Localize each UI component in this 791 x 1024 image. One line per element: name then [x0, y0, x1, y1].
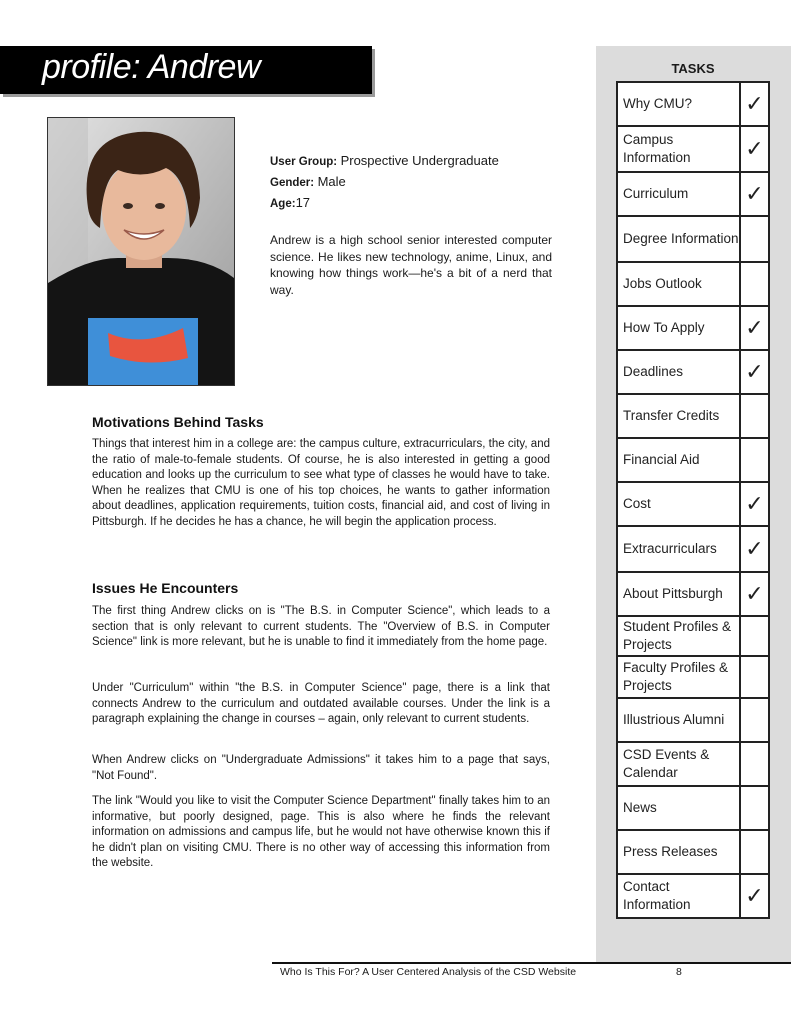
- task-name: About Pittsburgh: [617, 572, 740, 616]
- task-row: [617, 786, 769, 830]
- empty-check-cell: [740, 262, 769, 306]
- task-row: [617, 698, 769, 742]
- check-mark-icon: ✓: [740, 482, 769, 526]
- task-name: CSD Events & Calendar: [617, 742, 740, 786]
- motivations-text: Things that interest him in a college are: the campus culture, extracurriculars, the city, and the ratio of male-to-female students. Of course, he is also interested in getting a good education and looks up the curriculum to see what type of classes he would have to take. When he realizes that CMU is one of his top choices, he wants to gather information about deadlines, application requirements, tuition costs, financial aid, and cost of living in Pittsburgh. If he decides he has a chance, he will begin the application process.: [92, 438, 550, 528]
- task-name: Campus Information: [617, 126, 740, 172]
- empty-check-cell: [740, 830, 769, 874]
- motivations-heading: Motivations Behind Tasks: [92, 414, 264, 430]
- task-name: Deadlines: [617, 350, 740, 394]
- task-name: Transfer Credits: [617, 394, 740, 438]
- task-row: [617, 742, 769, 786]
- empty-check-cell: [740, 698, 769, 742]
- task-name: Student Profiles & Projects: [617, 616, 740, 656]
- task-name: Contact Information: [617, 874, 740, 918]
- task-name: Cost: [617, 482, 740, 526]
- empty-check-cell: [740, 616, 769, 656]
- issues-paragraph-1: The first thing Andrew clicks on is "The B.S. in Computer Science", which leads to a section that is only relevant to current students. The "Overview of B.S. in Computer Science" link is more relevant, but he is unable to find it immediately from the home page.: [92, 605, 550, 648]
- task-name: Degree Information: [617, 216, 740, 262]
- check-mark-icon: ✓: [740, 126, 769, 172]
- check-mark-icon: ✓: [740, 572, 769, 616]
- task-row: [617, 262, 769, 306]
- user-group-row: [270, 151, 552, 172]
- empty-check-cell: [740, 742, 769, 786]
- profile-photo: [47, 117, 235, 386]
- task-row: [617, 172, 769, 216]
- issues-paragraph-3: When Andrew clicks on "Undergraduate Admissions" it takes him to a page that says, "Not Found".: [92, 754, 550, 782]
- task-row: [617, 616, 769, 656]
- issues-paragraph-2: Under "Curriculum" within "the B.S. in Computer Science" page, there is a link that connects Andrew to the curriculum and outdated available courses. Under the link is a paragraph explaining the change in courses – again, only relevant to current students.: [92, 682, 550, 725]
- task-name: Press Releases: [617, 830, 740, 874]
- user-group-value: Prospective Undergraduate: [340, 153, 499, 168]
- check-mark-icon: ✓: [740, 306, 769, 350]
- task-name: Illustrious Alumni: [617, 698, 740, 742]
- task-row: [617, 656, 769, 698]
- issues-paragraph-4: The link "Would you like to visit the Computer Science Department" finally takes him to an informative, but poorly designed, page. This is also where he finds the relevant information on admissions and campus life, but he would not have otherwise known this if he didn't plan on visiting CMU. There is no other way of accessing this information from the website.: [92, 795, 550, 869]
- empty-check-cell: [740, 656, 769, 698]
- task-row: [617, 830, 769, 874]
- tasks-title: TASKS: [671, 61, 715, 76]
- task-row: [617, 306, 769, 350]
- profile-details: [270, 151, 552, 214]
- empty-check-cell: [740, 216, 769, 262]
- check-mark-icon: ✓: [740, 82, 769, 126]
- task-name: Curriculum: [617, 172, 740, 216]
- issues-heading: Issues He Encounters: [92, 580, 239, 596]
- task-row: [617, 438, 769, 482]
- empty-check-cell: [740, 438, 769, 482]
- title-banner: [0, 46, 372, 94]
- task-name: Jobs Outlook: [617, 262, 740, 306]
- task-row: [617, 874, 769, 918]
- task-name: Why CMU?: [617, 82, 740, 126]
- gender-label: Gender:: [270, 177, 315, 189]
- footer-title: Who Is This For? A User Centered Analysis of the CSD Website: [280, 966, 577, 978]
- page-title: profile: Andrew: [42, 48, 261, 86]
- task-name: News: [617, 786, 740, 830]
- task-row: [617, 82, 769, 126]
- task-name: Faculty Profiles & Projects: [617, 656, 740, 698]
- profile-photo-image: [48, 118, 234, 385]
- user-group-label: User Group:: [270, 156, 338, 168]
- profile-bio: Andrew is a high school senior interested computer science. He likes new technology, anime, Linux, and knowing how things work—he's a bit of a nerd that way.: [270, 233, 552, 297]
- empty-check-cell: [740, 786, 769, 830]
- check-mark-icon: ✓: [740, 526, 769, 572]
- page-number: 8: [676, 966, 682, 978]
- task-row: [617, 572, 769, 616]
- check-mark-icon: ✓: [740, 350, 769, 394]
- gender-row: [270, 172, 552, 193]
- task-row: [617, 350, 769, 394]
- task-name: How To Apply: [617, 306, 740, 350]
- task-name: Extracurriculars: [617, 526, 740, 572]
- task-row: [617, 216, 769, 262]
- task-name: Financial Aid: [617, 438, 740, 482]
- check-mark-icon: ✓: [740, 874, 769, 918]
- tasks-table: [616, 81, 770, 919]
- gender-value: Male: [317, 174, 346, 189]
- age-value: 17: [295, 195, 311, 210]
- empty-check-cell: [740, 394, 769, 438]
- task-row: [617, 526, 769, 572]
- footer-rule: [272, 962, 791, 964]
- task-row: [617, 482, 769, 526]
- task-row: [617, 394, 769, 438]
- task-row: [617, 126, 769, 172]
- age-label: Age:: [270, 198, 296, 210]
- age-row: [270, 193, 552, 214]
- check-mark-icon: ✓: [740, 172, 769, 216]
